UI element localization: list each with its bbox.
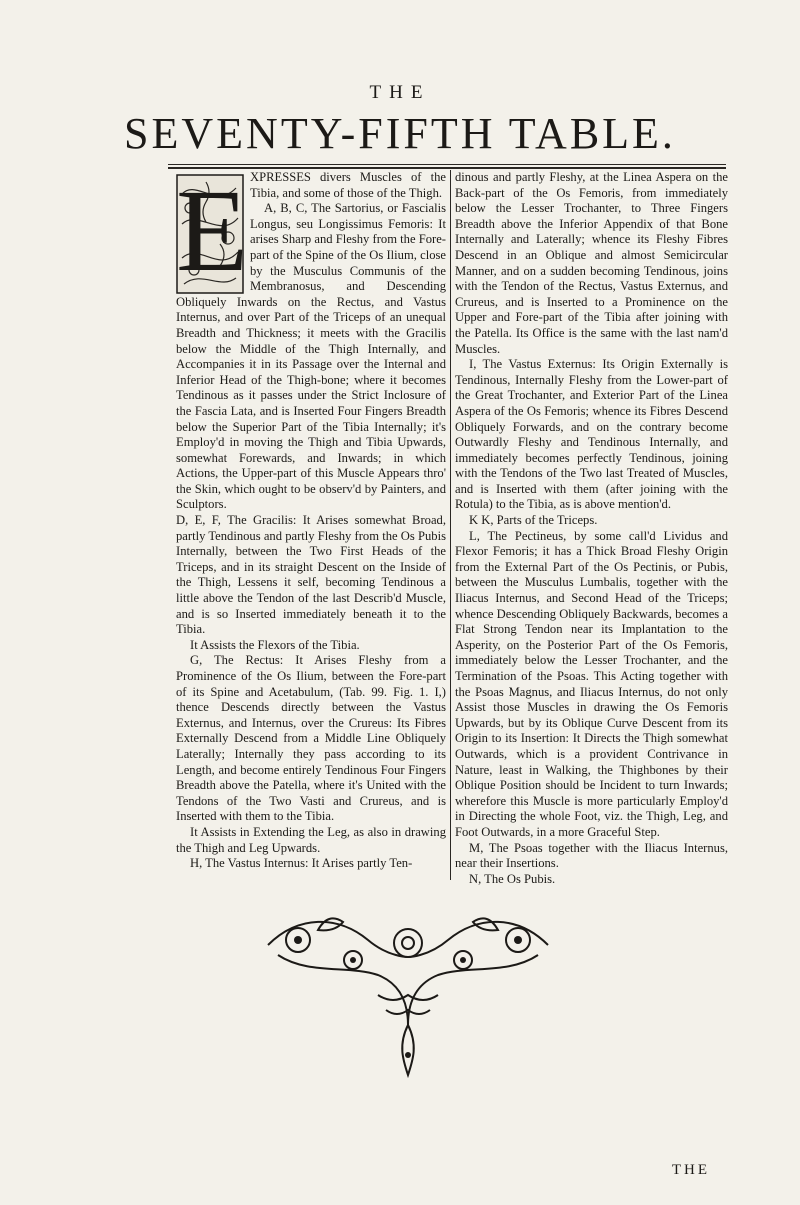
title-rule [168,164,726,165]
left-column [176,165,446,872]
tailpiece-ornament-icon [258,905,558,1080]
paragraph-vastus-internus-cont: dinous and partly Fleshy, at the Linea Aspera on the Back-part of the Os Femoris, from immediately below the Lesser Trochanter, to Three Fingers Breadth above the Inferior Appendix of that Bone Internally and Laterally; whence its Fleshy Fibres Descend in an Oblique and almost Semicircular Manner, and on a sudden becoming Tendinous, joins with the Tendon of the Rectus, Vastus Externus, and Crureus, and is Inserted to a Prominence on the Upper and Fore-part of the Tibia after joining with the Patella. Its Office is the same with the last nam'd Muscles. [455,170,728,356]
paragraph-vastus-externus: I, The Vastus Externus: Its Origin Externally is Tendinous, Internally Fleshy from the Lower-part of the Great Trochanter, and Exterior Part of the Linea Aspera of the Os Femoris; whence its Fibres Descend Obliquely Forwards, and on the contrary become Outwardly Fleshy and Tendinous Internally, and immediately becomes perfectly Tendinous, joining with the Tendons of the Two last Treated of Muscles, and is Inserted with them (after joining with the Rotula) to the Tibia, as is above mention'd. [455,357,728,512]
paragraph-rectus-use: It Assists in Extending the Leg, as also in drawing the Thigh and Leg Upwards. [176,824,446,855]
catchword: THE [671,1162,710,1178]
header-the: THE [369,82,431,103]
title-rule-double [168,167,726,169]
initial-letter: E [176,165,249,296]
paragraph-sartorius: A, B, C, The Sartorius, or Fascialis Longus, seu Longissimus Femoris: It arises Sharp and Fleshy from the Fore-part of the Spine of the Os Ilium, close by the Musculus Communis of the Membranosus, and Descending Obliquely Inwards on the Rectus, and Vastus Internus, and over Part of the Triceps of an unequal Breadth and Thickness; it meets with the Gracilis below the Middle of the Thigh Internally, and Accompanies it in its Passage over the Internal and Inferior Head of the Thigh-bone; where it becomes Tendinous as it passes under the Strict Inclosure of the Fascia Lata, and is Inserted Four Fingers Breadth below the Superior Part of the Tibia Internally; it's Employ'd in moving the Thigh and Tibia Upwards, somewhat Forewards, and Inwards; in which Actions, the Upper-part of this Muscle Appears thro' the Skin, which ought to be observ'd by Painters, and Sculptors. [176,201,446,512]
right-column [455,170,728,887]
paragraph-psoas: M, The Psoas together with the Iliacus Internus, near their Insertions. [455,840,728,871]
paragraph-os-pubis: N, The Os Pubis. [469,871,556,886]
paragraph-vastus-internus-start: H, The Vastus Internus: It Arises partly Ten- [190,856,413,871]
paragraph-gracilis: D, E, F, The Gracilis: It Arises somewhat Broad, partly Tendinous and partly Fleshy from the Os Pubis Internally, between the Two First Heads of the Triceps, and in its straight Descent on the Inside of the Thigh, Lessens it self, becoming Tendinous a little above the Tendon of the last Describ'd Muscle, and is so Inserted immediately beneath it to the Tibia. [176,513,446,637]
page-title: SEVENTY-FIFTH TABLE. [124,109,676,158]
paragraph-rectus: G, The Rectus: It Arises Fleshy from a Prominence of the Os Ilium, between the Fore-part of its Spine and Acetabulum, (Tab. 99. Fig. 1. I,) thence Descends directly between the Vastus Externus, and Internus, over the Crureus: Its Fibres Externally Descend from a Middle Line Obliquely Laterally; Internally they pass according to its Length, and become entirely Tendinous Four Fingers Breadth above the Patella, where it's United with the Tendons of the Two Vasti and Crureus, and is Inserted with them to the Tibia. [176,653,446,824]
column-divider [450,170,451,880]
paragraph-intro: XPRESSES divers Muscles of the Tibia, and some of those of the Thigh. [250,170,446,200]
paragraph-pectineus: L, The Pectineus, by some call'd Lividus and Flexor Femoris; it has a Thick Broad Fleshy Origin from the External Part of the Os Pectinis, or Pubis, between the Musculus Lumbalis, together with the Iliacus Internus, and Second Head of the Triceps; whence Descending Obliquely Backwards, becomes a Flat Strong Tendon near its Implantation to the Asperity, on the Posterior Part of the Os Femoris, immediately below the Lesser Trochanter, and the Termination of the Psoas. This Acting together with the Psoas Magnus, and Iliacus Internus, do not only Assist those Muscles in drawing the Os Femoris Upwards, but by its Oblique Curve Descent from its Origin to its Insertion: It Directs the Thigh somewhat Outwards, which is a provident Contrivance in Nature, least in Walking, the Thighbones by their Oblique Position should be Incident to turn Inwards; wherefore this Muscle is more particularly Employ'd in Directing the whole Foot, viz. the Thigh, Leg, and Foot Outwards, in a more Graceful Step. [455,528,728,839]
paragraph-triceps: K K, Parts of the Triceps. [469,513,598,528]
paragraph-gracilis-use: It Assists the Flexors of the Tibia. [190,637,360,652]
decorated-initial [176,165,249,296]
